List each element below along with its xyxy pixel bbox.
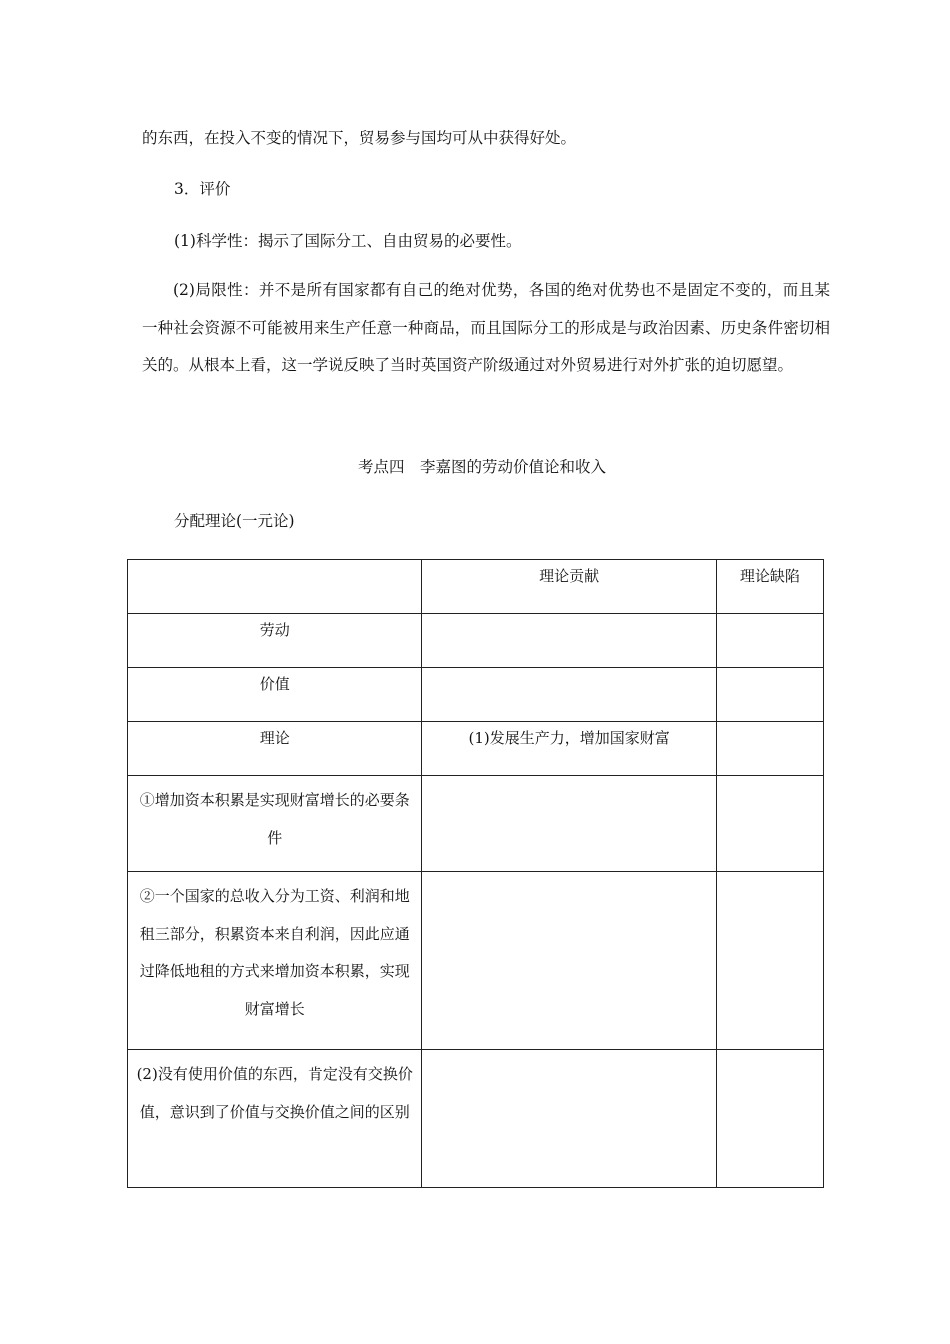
table-row xyxy=(128,722,824,776)
section-title: 考点四 李嘉图的劳动价值论和收入 xyxy=(358,458,607,476)
table-header-cell: 理论缺陷 xyxy=(716,560,823,614)
table-cell xyxy=(422,614,716,668)
table-cell xyxy=(422,872,716,1050)
table-cell xyxy=(716,1050,823,1188)
table-cell: (1)发展生产力，增加国家财富 xyxy=(422,722,716,776)
table-cell xyxy=(716,614,823,668)
section-heading-evaluation: 3．评价 xyxy=(174,180,231,198)
table-row xyxy=(128,1050,824,1188)
table-cell xyxy=(716,722,823,776)
table-row xyxy=(128,776,824,872)
table-cell xyxy=(716,668,823,722)
evaluation-item-limitations: (2)局限性：并不是所有国家都有自己的绝对优势，各国的绝对优势也不是固定不变的，而且某一种社会资源不可能被用来生产任意一种商品，而且国际分工的形成是与政治因素、历史条件密切相关的。从根本上看，这一学说反映了当时英国资产阶级通过对外贸易进行对外扩张的迫切愿望。 xyxy=(142,281,830,374)
table-cell xyxy=(716,776,823,872)
evaluation-item-scientific: (1)科学性：揭示了国际分工、自由贸易的必要性。 xyxy=(174,232,522,250)
table-row xyxy=(128,872,824,1050)
table-cell: 价值 xyxy=(128,668,422,722)
table-cell: 劳动 xyxy=(128,614,422,668)
table-header-cell xyxy=(128,560,422,614)
table-cell xyxy=(422,1050,716,1188)
theory-table xyxy=(127,559,824,1188)
table-cell xyxy=(422,668,716,722)
table-header-row xyxy=(128,560,824,614)
table-row xyxy=(128,668,824,722)
paragraph-continuation: 的东西，在投入不变的情况下，贸易参与国均可从中获得好处。 xyxy=(142,129,577,147)
table-cell: ①增加资本积累是实现财富增长的必要条件 xyxy=(128,776,422,872)
table-cell: (2)没有使用价值的东西，肯定没有交换价值，意识到了价值与交换价值之间的区别 xyxy=(128,1050,422,1188)
table-cell xyxy=(422,776,716,872)
table-header-cell: 理论贡献 xyxy=(422,560,716,614)
table-row xyxy=(128,614,824,668)
table-cell xyxy=(716,872,823,1050)
table-cell: ②一个国家的总收入分为工资、利润和地租三部分，积累资本来自利润，因此应通过降低地租的方式来增加资本积累，实现财富增长 xyxy=(128,872,422,1050)
table-cell: 理论 xyxy=(128,722,422,776)
section-subtitle: 分配理论(一元论) xyxy=(174,512,295,530)
